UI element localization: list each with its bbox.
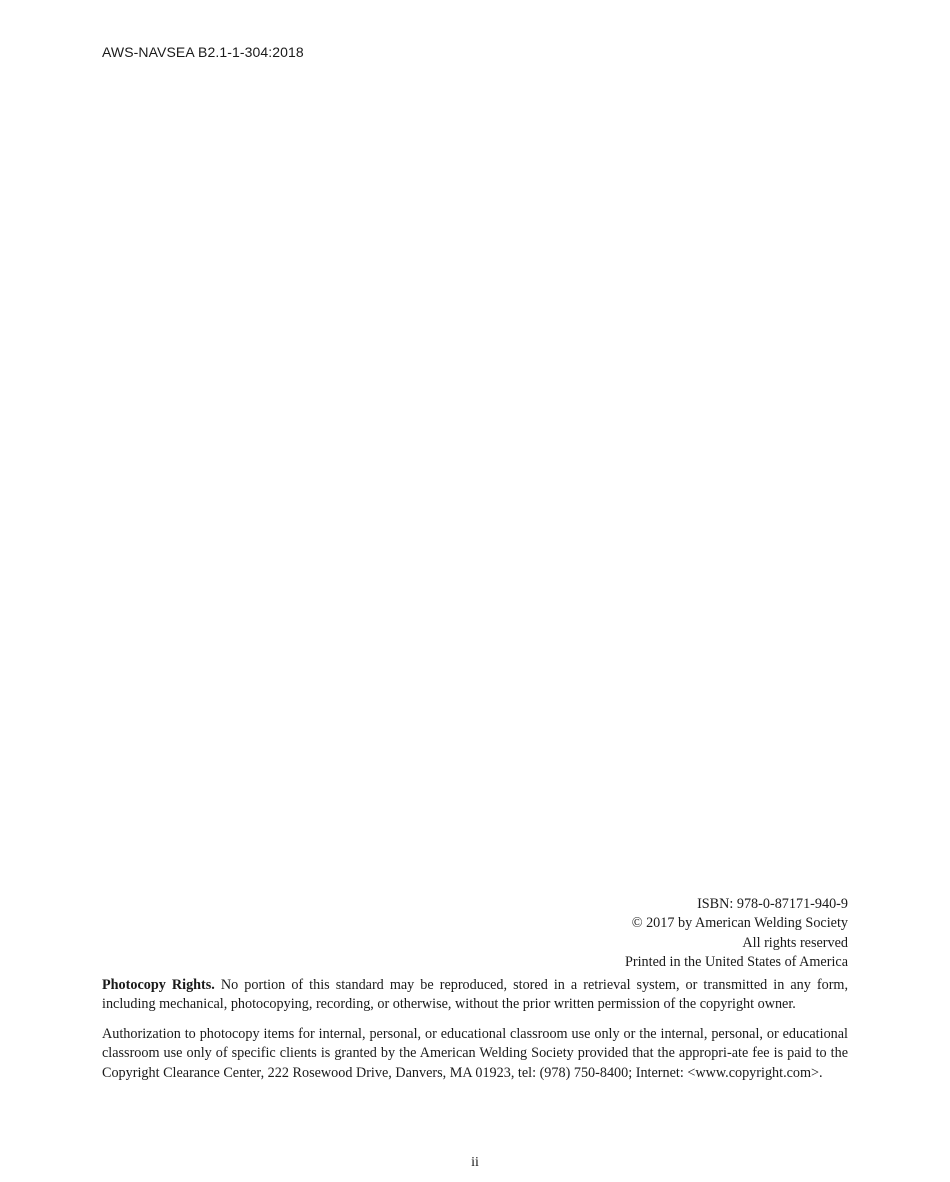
- isbn: ISBN: 978-0-87171-940-9: [697, 896, 848, 912]
- copyright-imprint: [625, 895, 848, 972]
- rights-statement: All rights reserved: [742, 934, 848, 951]
- page-number: ii: [471, 1155, 479, 1170]
- running-header: AWS-NAVSEA B2.1-1-304:2018: [102, 44, 304, 60]
- photocopy-rights-paragraph: [102, 976, 848, 1015]
- authorization-paragraph: Authorization to photocopy items for internal, personal, or educational classroom use only or the internal, personal, or educational classroom use only of specific clients is granted by the American Welding Society provided that the appropri-ate fee is paid to the Copyright Clearance Center, 222 Rosewood Drive, Danvers, MA 01923, tel: (978) 750-8400; Internet: <www.copyright.com>.: [102, 1026, 848, 1081]
- copyright-notice: © 2017 by American Welding Society: [631, 915, 848, 932]
- photocopy-rights-heading: Photocopy Rights.: [102, 977, 215, 993]
- photocopy-rights-body: No portion of this standard may be reproduced, stored in a retrieval system, or transmitted in any form, including mechanical, photocopying, recording, or otherwise, without the prior written permission of the copyright owner.: [102, 977, 849, 1013]
- printed-location: Printed in the United States of America: [624, 953, 848, 970]
